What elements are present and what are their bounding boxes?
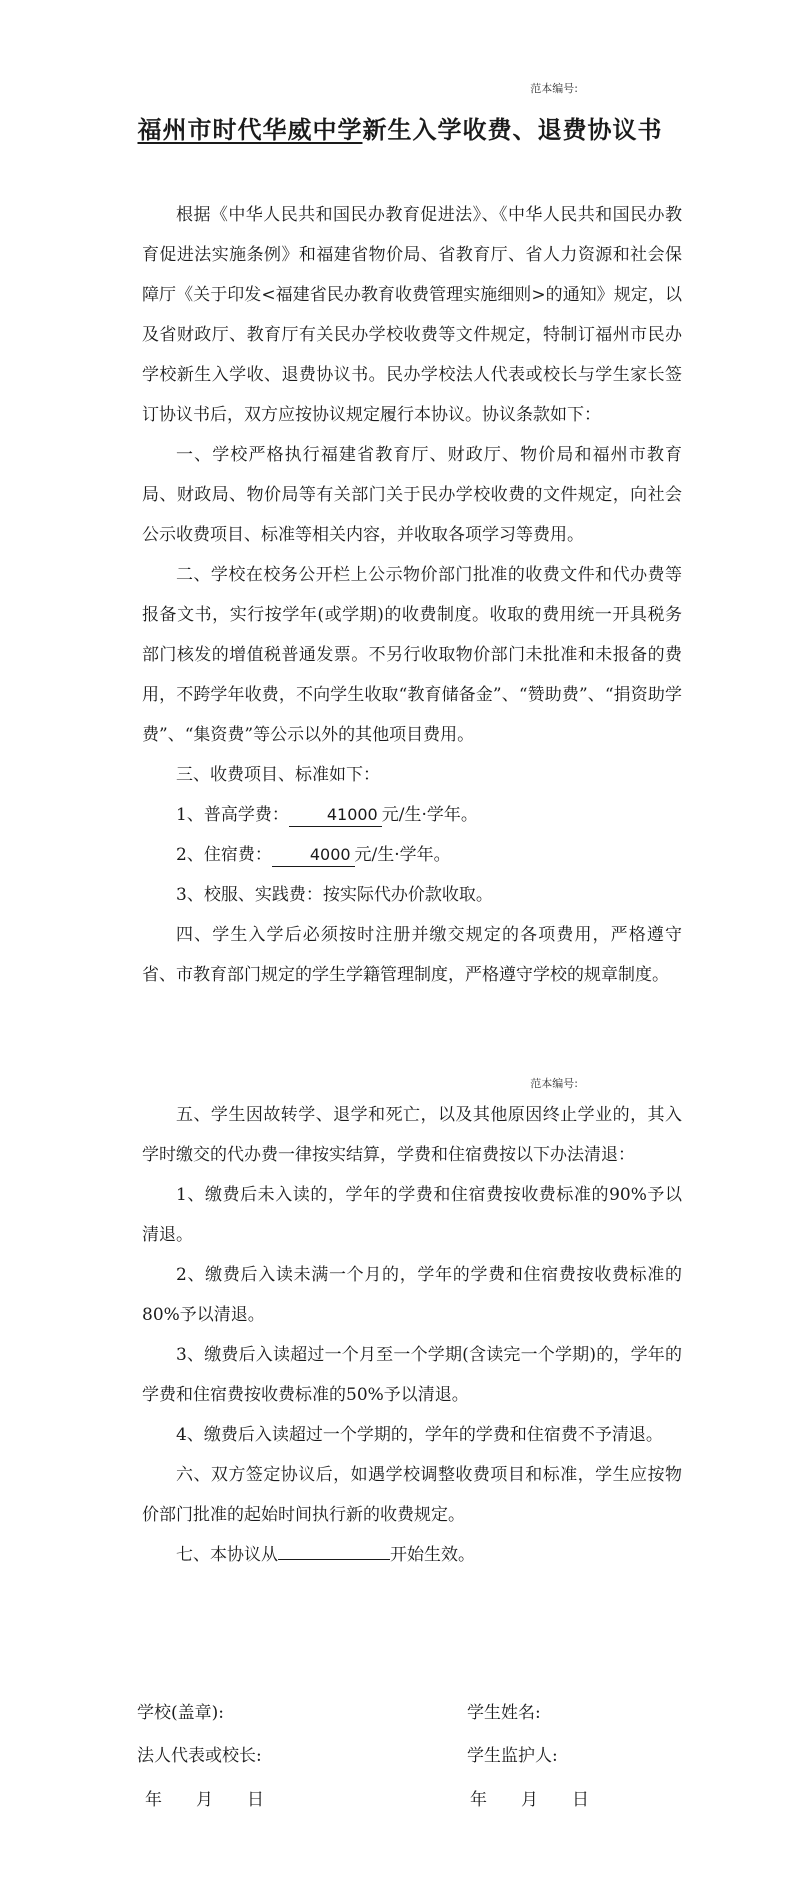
guardian-label: 学生监护人: xyxy=(467,1746,558,1766)
intro-paragraph: 根据《中华人民共和国民办教育促进法》、《中华人民共和国民办教育促进法实施条例》和福建省物价局、省教育厅、省人力资源和社会保障厅《关于印发<福建省民办教育收费管理实施细则>的通知》规定，以及省财政厅、教育厅有关民办学校收费等文件规定，特制订福州市民办学校新生入学收、退费协议书。民办学校法人代表或校长与学生家长签订协议书后，双方应按协议规定履行本协议。协议条款如下： xyxy=(142,205,682,425)
student-name-label: 学生姓名: xyxy=(467,1703,541,1723)
fee-dormitory: 2、住宿费： 4000 元/生·学年。 xyxy=(176,845,451,865)
clause-2: 二、学校在校务公开栏上公示物价部门批准的收费文件和代办费等报备文书，实行按学年(或学期)的收费制度。收取的费用统一开具税务部门核发的增值税普通发票。不另行收取物价部门未批准和未报备的费用，不跨学年收费，不向学生收取“教育储备金”、“赞助费”、“捐资助学费”、“集资费”等公示以外的其他项目费用。 xyxy=(142,565,682,745)
effective-date-blank xyxy=(278,1539,390,1560)
refund-rule-4: 4、缴费后入读超过一个学期的，学年的学费和住宿费不予清退。 xyxy=(176,1425,663,1445)
template-number-label: 范本编号: xyxy=(530,82,578,95)
agreement-body-part2 xyxy=(142,1095,682,1575)
clause-6: 六、双方签定协议后，如遇学校调整收费项目和标准，学生应按物价部门批准的起始时间执行新的收费规定。 xyxy=(142,1465,682,1525)
clause-1: 一、学校严格执行福建省教育厅、财政厅、物价局和福州市教育局、财政局、物价局等有关部门关于民办学校收费的文件规定，向社会公示收费项目、标准等相关内容，并收取各项学习等费用。 xyxy=(142,445,682,545)
clause-3: 三、收费项目、标准如下： xyxy=(176,765,380,785)
student-date-label: 年 月 日 xyxy=(470,1790,589,1810)
refund-rule-3: 3、缴费后入读超过一个月至一个学期(含读完一个学期)的，学年的学费和住宿费按收费标准的50%予以清退。 xyxy=(142,1345,682,1405)
dormitory-amount: 4000 xyxy=(272,844,355,867)
agreement-body-part1 xyxy=(142,195,682,995)
title-rest: 新生入学收费、退费协议书 xyxy=(362,115,663,144)
clause-5: 五、学生因故转学、退学和死亡，以及其他原因终止学业的，其入学时缴交的代办费一律按实结算，学费和住宿费按以下办法清退： xyxy=(142,1105,682,1165)
school-name: 福州市时代华威中学 xyxy=(137,115,363,144)
refund-rule-2: 2、缴费后入读未满一个月的，学年的学费和住宿费按收费标准的80%予以清退。 xyxy=(142,1265,682,1325)
school-seal-label: 学校(盖章): xyxy=(137,1703,224,1723)
refund-rule-1: 1、缴费后未入读的，学年的学费和住宿费按收费标准的90%予以清退。 xyxy=(142,1185,682,1245)
fee-uniform: 3、校服、实践费：按实际代办价款收取。 xyxy=(176,885,493,905)
document-title xyxy=(0,110,800,145)
legal-rep-label: 法人代表或校长: xyxy=(137,1746,262,1766)
template-number-label-2: 范本编号: xyxy=(530,1077,578,1090)
fee-tuition: 1、普高学费： 41000 元/生·学年。 xyxy=(176,805,478,825)
school-date-label: 年 月 日 xyxy=(145,1790,264,1810)
clause-4: 四、学生入学后必须按时注册并缴交规定的各项费用，严格遵守省、市教育部门规定的学生学籍管理制度，严格遵守学校的规章制度。 xyxy=(142,925,682,985)
clause-7: 七、本协议从 开始生效。 xyxy=(142,1535,682,1575)
tuition-amount: 41000 xyxy=(289,804,382,827)
